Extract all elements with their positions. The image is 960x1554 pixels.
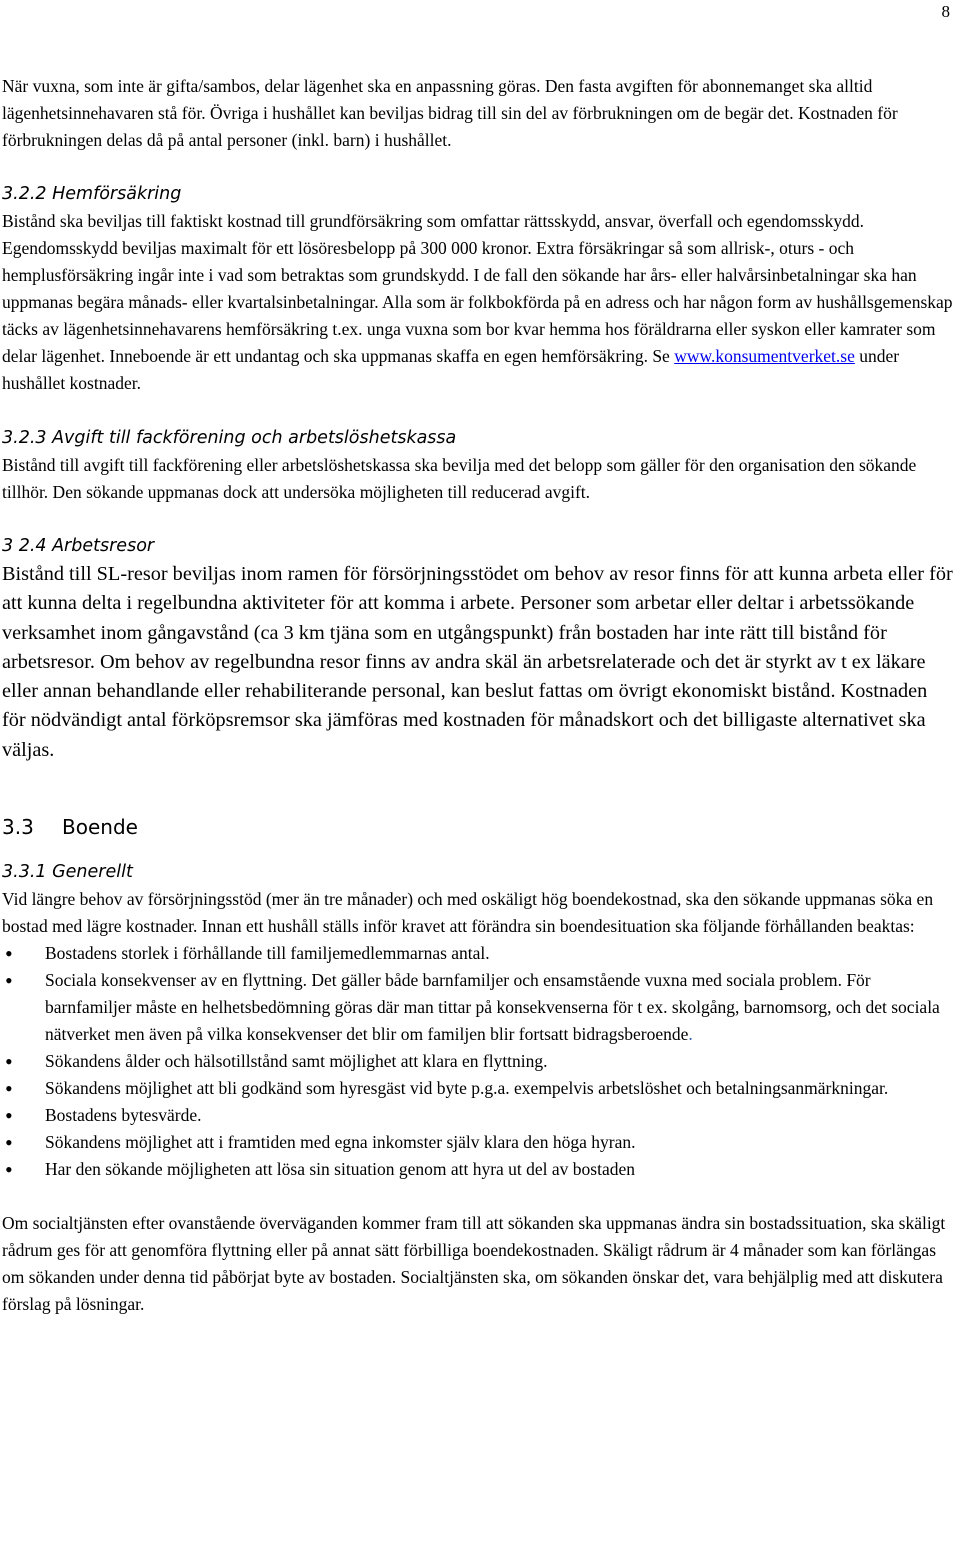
closing-paragraph: Om socialtjänsten efter ovanstående överväganden kommer fram till att sökanden ska uppmanas ändra sin bostadssituation, ska skäligt rådrum ges för att genomföra flyttning eller på annat sätt förbilliga boendekostnaden. Skäligt rådrum är 4 månader som kan förlängas om sökanden under denna tid påbörjat byte av bostaden. Socialtjänsten ska, om sökanden önskar det, vara behjälplig med att diskutera förslag på lösningar. — [2, 1213, 946, 1315]
page-number: 8 — [941, 2, 950, 21]
list-item — [2, 967, 954, 1048]
section-3-3-1 — [2, 859, 954, 1318]
section-title: Boende — [62, 815, 138, 840]
section-3-2-2 — [2, 181, 954, 397]
list-item-text: Sociala konsekvenser av en flyttning. Det gäller både barnfamiljer och ensamstående vuxna med sociala problem. För barnfamiljer måste en helhetsbedömning göras där man tittar på konsekvenserna för t ex. skolgång, barnomsorg, och det sociala nätverket men även på vilka konsekvenser det blir om familjen blir fortsatt bidragsberoende — [45, 970, 940, 1045]
trailing-period: . — [688, 1024, 693, 1045]
konsumentverket-link[interactable]: www.konsumentverket.se — [674, 346, 855, 366]
document-page — [2, 73, 954, 1318]
hemforsakring-text-end: under hushållet kostnader. — [2, 346, 900, 393]
section-heading-hemforsakring: 3.2.2 Hemförsäkring — [2, 184, 182, 204]
list-item: • Sökandens ålder och hälsotillstånd samt möjlighet att klara en flyttning. — [2, 1048, 954, 1075]
list-item: • Sökandens möjlighet att bli godkänd som hyresgäst vid byte p.g.a. exempelvis arbetslöshet och betalningsanmärkningar. — [2, 1075, 954, 1102]
hemforsakring-paragraph — [2, 208, 954, 397]
section-3-2-4 — [2, 533, 954, 765]
hemforsakring-text: Bistånd ska beviljas till faktiskt kostnad till grundförsäkring som omfattar rättsskydd, ansvar, överfall och egendomsskydd. Egendomsskydd beviljas maximalt för ett lösöresbelopp på 300 000 kronor. Extra försäkringar så som allrisk-, oturs - och hemplusförsäkring ingår inte i vad som betraktas som grundskydd. I de fall den sökande har års- eller halvårsinbetalningar ska han uppmanas begära månads- eller kvartalsinbetalningar. Alla som är folkbokförda på en adress och har någon form av hushållsgemenskap täcks av lägenhetsinnehavarens hemförsäkring t.ex. unga vuxna som bor kvar hemma hos föräldrarna eller syskon eller kamrater som delar lägenhet. Inneboende är ett undantag och ska uppmanas skaffa en egen hemförsäkring. Se — [2, 211, 953, 366]
list-item: • Sökandens möjlighet att i framtiden med egna inkomster själv klara den höga hyran. — [2, 1129, 954, 1156]
section-heading-generellt: 3.3.1 Generellt — [2, 862, 133, 883]
list-item: • Har den sökande möjligheten att lösa sin situation genom att hyra ut del av bostaden — [2, 1156, 954, 1183]
section-heading-boende — [2, 813, 954, 841]
section-number: 3.3 — [2, 815, 34, 840]
arbetsresor-paragraph: Bistånd till SL-resor beviljas inom ramen för försörjningsstödet om behov av resor finns för att kunna arbeta eller för att kunna delta i regelbundna aktiviteter för att komma i arbete. Personer som arbetar eller deltar i arbetssökande verksamhet inom gångavstånd (ca 3 km tjäna som en utgångspunkt) från bostaden har inte rätt till bistånd för arbetsresor. Om behov av regelbundna resor finns av andra skäl än arbetsrelaterade och det är styrkt av t ex läkare eller annan behandlande eller rehabiliterande personal, kan beslut fattas om övrigt ekonomiskt bistånd. Kostnaden för nödvändigt antal förköpsremsor ska jämföras med kostnaden för månadskort och det billigaste alternativet ska väljas. — [2, 563, 953, 761]
section-3-2-3 — [2, 425, 954, 506]
list-item: • Bostadens storlek i förhållande till familjemedlemmarnas antal. — [2, 940, 954, 967]
considerations-list — [2, 940, 954, 1183]
section-heading-arbetsresor: 3 2.4 Arbetsresor — [2, 536, 155, 556]
intro-paragraph: När vuxna, som inte är gifta/sambos, delar lägenhet ska en anpassning göras. Den fasta avgiften för abonnemanget ska alltid lägenhetsinnehavaren stå för. Övriga i hushållet kan beviljas bidrag till sin del av förbrukningen om de begär det. Kostnaden för förbrukningen delas då på antal personer (inkl. barn) i hushållet. — [2, 76, 898, 150]
generellt-paragraph: Vid längre behov av försörjningsstöd (mer än tre månader) och med oskäligt hög boendekostnad, ska den sökande uppmanas söka en bostad med lägre kostnader. Innan ett hushåll ställs inför kravet att förändra sin boendesituation ska följande förhållanden beaktas: — [2, 889, 934, 937]
avgift-paragraph: Bistånd till avgift till fackförening eller arbetslöshetskassa ska bevilja med det belopp som gäller för den organisation den sökande tillhör. Den sökande uppmanas dock att undersöka möjligheten till reducerad avgift. — [2, 455, 917, 502]
section-heading-avgift: 3.2.3 Avgift till fackförening och arbetslöshetskassa — [2, 428, 457, 448]
list-item: • Bostadens bytesvärde. — [2, 1102, 954, 1129]
